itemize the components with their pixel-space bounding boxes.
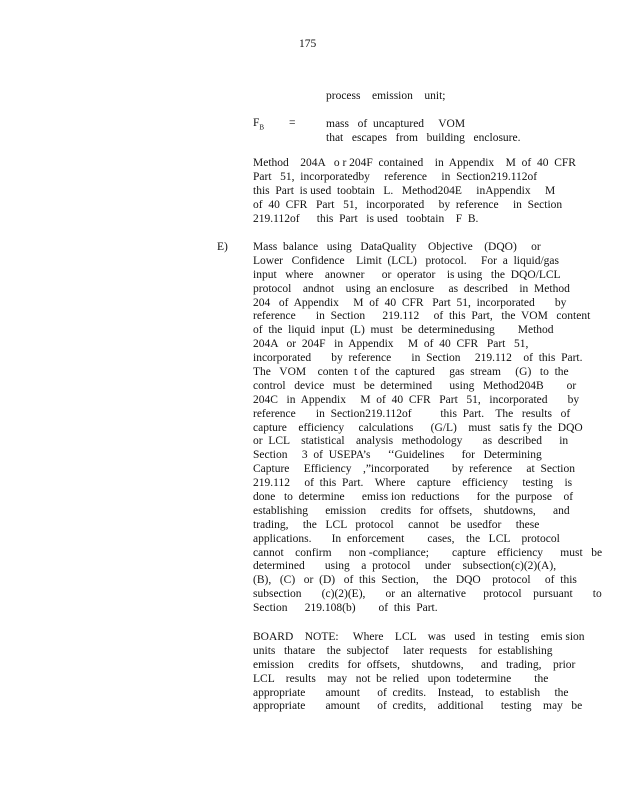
paragraph-line: reference in Section 219.112 of this Part, the VOM content [253, 310, 591, 323]
paragraph-line: determined using a protocol under subsection(c)(2)(A), [253, 560, 557, 573]
paragraph-line: Lower Confidence Limit (LCL) protocol. For a liquid/gas [253, 254, 559, 267]
paragraph-line: protocol andnot using an enclosure as described in Method [253, 282, 570, 295]
board-note-paragraph [253, 631, 585, 714]
paragraph-line: establishing emission credits for offsets, shutdowns, and [253, 504, 570, 517]
method-paragraph [253, 157, 576, 226]
paragraph-line: subsection (c)(2)(E), or an alternative protocol pursuant to [253, 588, 602, 601]
definition-symbol-letter: F [253, 117, 260, 129]
paragraph-line: Section 219.108(b) of this Part. [253, 602, 438, 615]
paragraph-line: applications. In enforcement cases, the LCL protocol [253, 532, 560, 545]
paragraph-line: Mass balance using DataQuality Objective (DQO) or [253, 241, 541, 253]
paragraph-line: trading, the LCL protocol cannot be usedfor these [253, 518, 540, 531]
process-emission-unit-line: process emission unit; [326, 90, 446, 102]
paragraph-line: of the liquid input (L) must be determinedusing Method [253, 324, 554, 337]
paragraph-line: Part 51, incorporatedby reference in Section219.112of [253, 170, 538, 183]
paragraph-line: units thatare the subjectof later requests for establishing [253, 644, 553, 657]
paragraph-line: The VOM conten t of the captured gas stream (G) to the [253, 366, 569, 379]
paragraph-line: 204A or 204F in Appendix M of 40 CFR Part 51, [253, 338, 529, 351]
paragraph-line: LCL results may not be relied upon todetermine the [253, 672, 549, 685]
paragraph-line: control device must be determined using Method204B or [253, 379, 577, 392]
paragraph-line: Section 3 of USEPA’s ‘‘Guidelines for Determining [253, 449, 542, 462]
definition-symbol-subscript: B [259, 123, 265, 132]
paragraph-line: reference in Section219.112of this Part. The results of [253, 407, 571, 420]
paragraph-line: appropriate amount of credits. Instead, to establish the [253, 686, 569, 699]
paragraph-line: or LCL statistical analysis methodology as described in [253, 435, 569, 448]
paragraph-line: input where anowner or operator is using the DQO/LCL [253, 268, 561, 281]
page-number: 175 [299, 38, 317, 50]
paragraph-line: of 40 CFR Part 51, incorporated by reference in Section [253, 198, 563, 211]
definition-line: mass of uncaptured VOM [326, 118, 466, 130]
paragraph-line: appropriate amount of credits, additional testing may be [253, 700, 583, 713]
paragraph-line: Method 204A o r 204F contained in Appendix M of 40 CFR [253, 157, 576, 169]
paragraph-line: Capture Efficiency ,”incorporated by reference at Section [253, 463, 575, 476]
paragraph-line: 204 of Appendix M of 40 CFR Part 51, incorporated by [253, 296, 567, 309]
paragraph-line: incorporated by reference in Section 219.112 of this Part. [253, 352, 583, 365]
paragraph-line: this Part is used toobtain L. Method204E inAppendix M [253, 184, 556, 197]
definition-symbol [253, 117, 264, 131]
paragraph-line: done to determine emiss ion reductions for the purpose of [253, 491, 574, 504]
paragraph-line: capture efficiency calculations (G/L) must satis fy the DQO [253, 421, 583, 434]
item-e-label: E) [217, 241, 228, 253]
definition-text [326, 117, 521, 145]
definition-line: that escapes from building enclosure. [326, 132, 521, 144]
item-e-paragraph [253, 241, 603, 616]
paragraph-line: (B), (C) or (D) of this Section, the DQO protocol of this [253, 574, 577, 587]
paragraph-line: 219.112 of this Part. Where capture efficiency testing is [253, 477, 573, 490]
paragraph-line: 219.112of this Part is used toobtain F B. [253, 212, 479, 225]
paragraph-line: emission credits for offsets, shutdowns, and trading, prior [253, 658, 576, 671]
paragraph-line: 204C in Appendix M of 40 CFR Part 51, incorporated by [253, 393, 580, 406]
paragraph-line: cannot confirm non -compliance; capture efficiency must be [253, 546, 603, 559]
paragraph-line: BOARD NOTE: Where LCL was used in testing emis sion [253, 631, 585, 643]
definition-equals: = [289, 117, 296, 129]
